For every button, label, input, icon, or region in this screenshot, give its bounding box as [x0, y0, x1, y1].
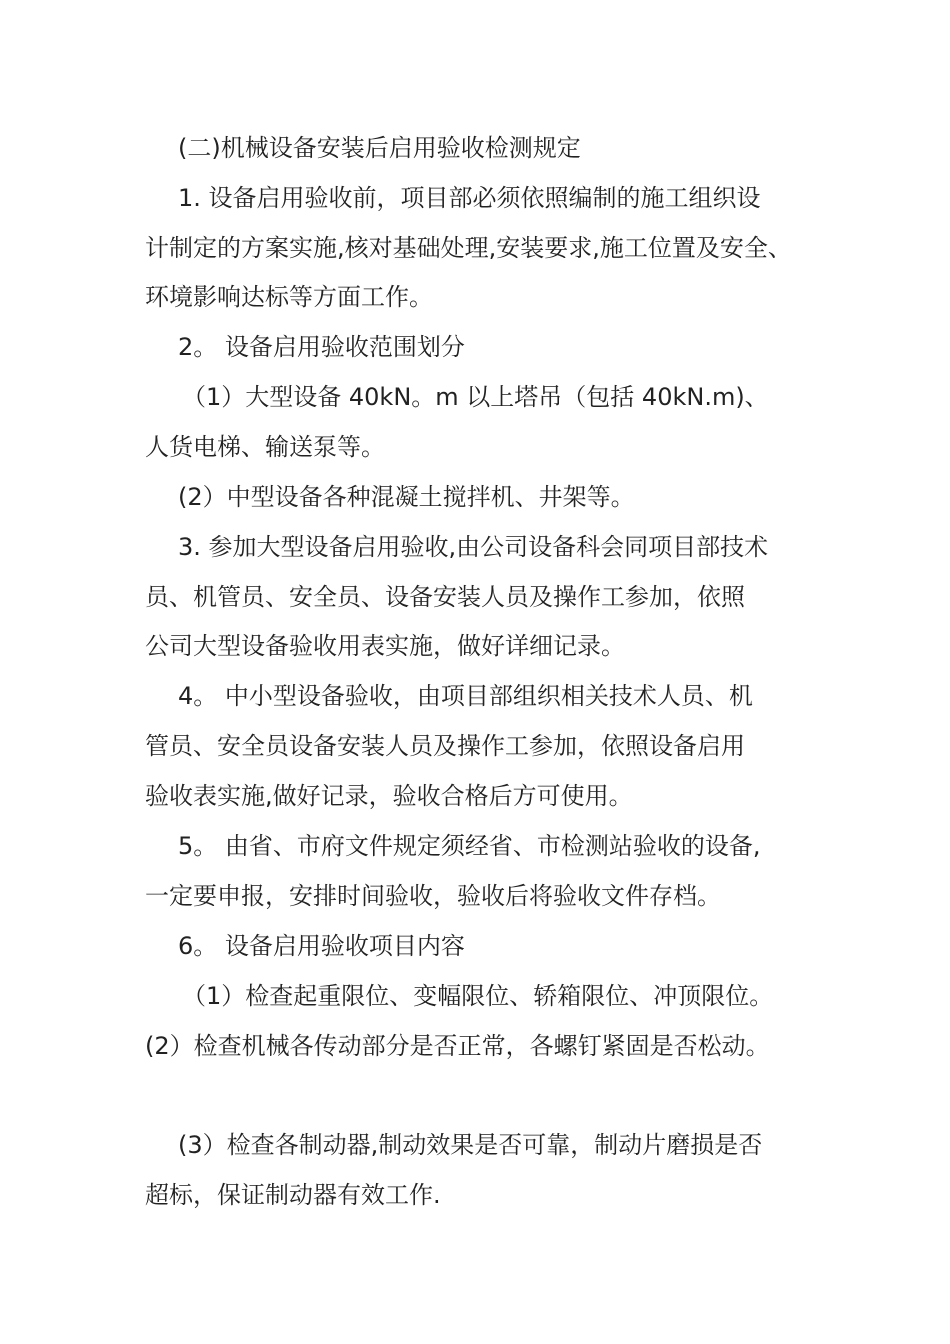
paragraph-line: 管员、安全员设备安装人员及操作工参加，依照设备启用	[145, 732, 745, 760]
paragraph-line: 超标，保证制动器有效工作.	[145, 1181, 441, 1209]
paragraph-line: 验收表实施,做好记录，验收合格后方可使用。	[145, 782, 633, 810]
paragraph-line: 2。 设备启用验收范围划分	[178, 333, 465, 361]
paragraph-line: 3. 参加大型设备启用验收,由公司设备科会同项目部技术	[178, 533, 769, 561]
paragraph-line: 公司大型设备验收用表实施，做好详细记录。	[145, 632, 625, 660]
paragraph-line: 环境影响达标等方面工作。	[145, 283, 433, 311]
paragraph-line: 员、机管员、安全员、设备安装人员及操作工参加，依照	[145, 583, 745, 611]
paragraph-line: (2）检查机械各传动部分是否正常，各螺钉紧固是否松动。	[145, 1032, 770, 1060]
paragraph-line: （1）检查起重限位、变幅限位、轿箱限位、冲顶限位。	[182, 982, 774, 1010]
paragraph-line: 5。 由省、市府文件规定须经省、市检测站验收的设备,	[178, 832, 761, 860]
paragraph-line: 1. 设备启用验收前，项目部必须依照编制的施工组织设	[178, 184, 761, 212]
section-heading: (二)机械设备安装后启用验收检测规定	[178, 134, 581, 162]
paragraph-line: (3）检查各制动器,制动效果是否可靠，制动片磨损是否	[178, 1131, 763, 1159]
paragraph-line: 人货电梯、输送泵等。	[145, 433, 385, 461]
paragraph-line: 计制定的方案实施,核对基础处理,安装要求,施工位置及安全、	[145, 234, 792, 262]
paragraph-line: （1）大型设备 40kN。m 以上塔吊（包括 40kN.m)、	[182, 383, 769, 411]
paragraph-line: 4。 中小型设备验收，由项目部组织相关技术人员、机	[178, 682, 753, 710]
paragraph-line: (2）中型设备各种混凝土搅拌机、井架等。	[178, 483, 635, 511]
paragraph-line: 6。 设备启用验收项目内容	[178, 932, 465, 960]
paragraph-line: 一定要申报，安排时间验收，验收后将验收文件存档。	[145, 882, 721, 910]
